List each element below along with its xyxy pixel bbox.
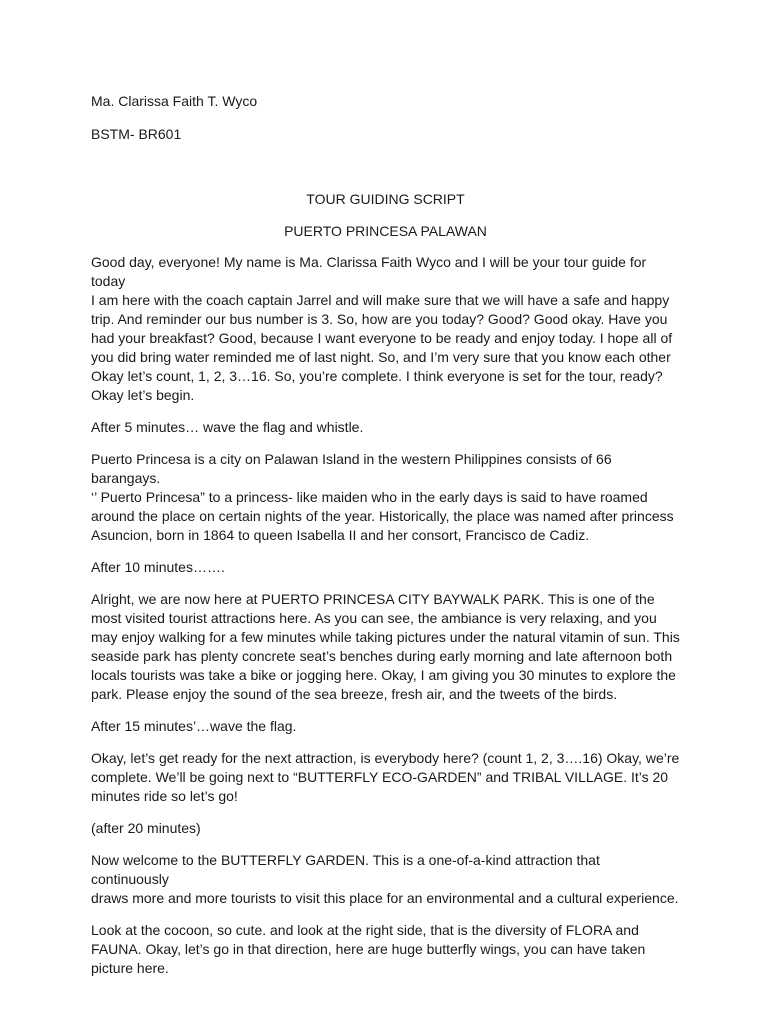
paragraph-cocoon-flora-fauna: Look at the cocoon, so cute. and look at the right side, that is the diversity of FLORA and FAUNA. Okay, let’s go in that direction, here are huge butterfly wings, you can have taken picture here. <box>91 922 646 976</box>
paragraph-cue-5-minutes: After 5 minutes… wave the flag and whistle. <box>91 419 364 435</box>
paragraph-baywalk-park: Alright, we are now here at PUERTO PRINCESA CITY BAYWALK PARK. This is one of the most visited tourist attractions here. As you can see, the ambiance is very relaxing, and you may enjoy walking for a few minutes while taking pictures under the natural vitamin of sun. This seaside park has plenty concrete seat’s benches during early morning and late afternoon both locals tourists was take a bike or jogging here. Okay, I am giving you 30 minutes to explore the park. Please enjoy the sound of the sea breeze, fresh air, and the tweets of the birds. <box>91 591 680 702</box>
paragraph-cue-20-minutes: (after 20 minutes) <box>91 820 201 836</box>
paragraph-cue-10-minutes: After 10 minutes……. <box>91 559 225 575</box>
paragraph-puerto-princesa-history: Puerto Princesa is a city on Palawan Island in the western Philippines consists of 66 barangays. ‘’ Puerto Princesa” to a princess- like maiden who in the early days is said to have roamed around the place on certain nights of the year. Historically, the place was named after princess Asuncion, born in 1864 to queen Isabella II and her consort, Francisco de Cadiz. <box>91 451 674 543</box>
paragraph-butterfly-garden: Now welcome to the BUTTERFLY GARDEN. This is a one-of-a-kind attraction that continuously draws more and more tourists to visit this place for an environmental and a cultural experience. <box>91 852 679 906</box>
author-name: Ma. Clarissa Faith T. Wyco <box>91 93 258 109</box>
title-block <box>91 190 680 241</box>
document-subtitle: PUERTO PRINCESA PALAWAN <box>284 223 487 239</box>
paragraph-intro: Good day, everyone! My name is Ma. Clarissa Faith Wyco and I will be your tour guide for today I am here with the coach captain Jarrel and will make sure that we will have a safe and happy trip. And reminder our bus number is 3. So, how are you today? Good? Good okay. Have you had your breakfast? Good, because I want everyone to be ready and enjoy today. I hope all of you did bring water reminded me of last night. So, and I’m very sure that you know each other Okay let’s count, 1, 2, 3…16. So, you’re complete. I think everyone is set for the tour, ready? Okay let’s begin. <box>91 254 673 403</box>
script-body <box>91 253 680 978</box>
paragraph-cue-15-minutes: After 15 minutes’…wave the flag. <box>91 718 297 734</box>
document-title: TOUR GUIDING SCRIPT <box>306 191 465 207</box>
paragraph-next-attraction: Okay, let’s get ready for the next attraction, is everybody here? (count 1, 2, 3….16) Okay, we’re complete. We’ll be going next to “BUTTERFLY ECO-GARDEN” and TRIBAL VILLAGE. It’s 20 minutes ride so let’s go! <box>91 750 680 804</box>
section-code: BSTM- BR601 <box>91 126 182 142</box>
